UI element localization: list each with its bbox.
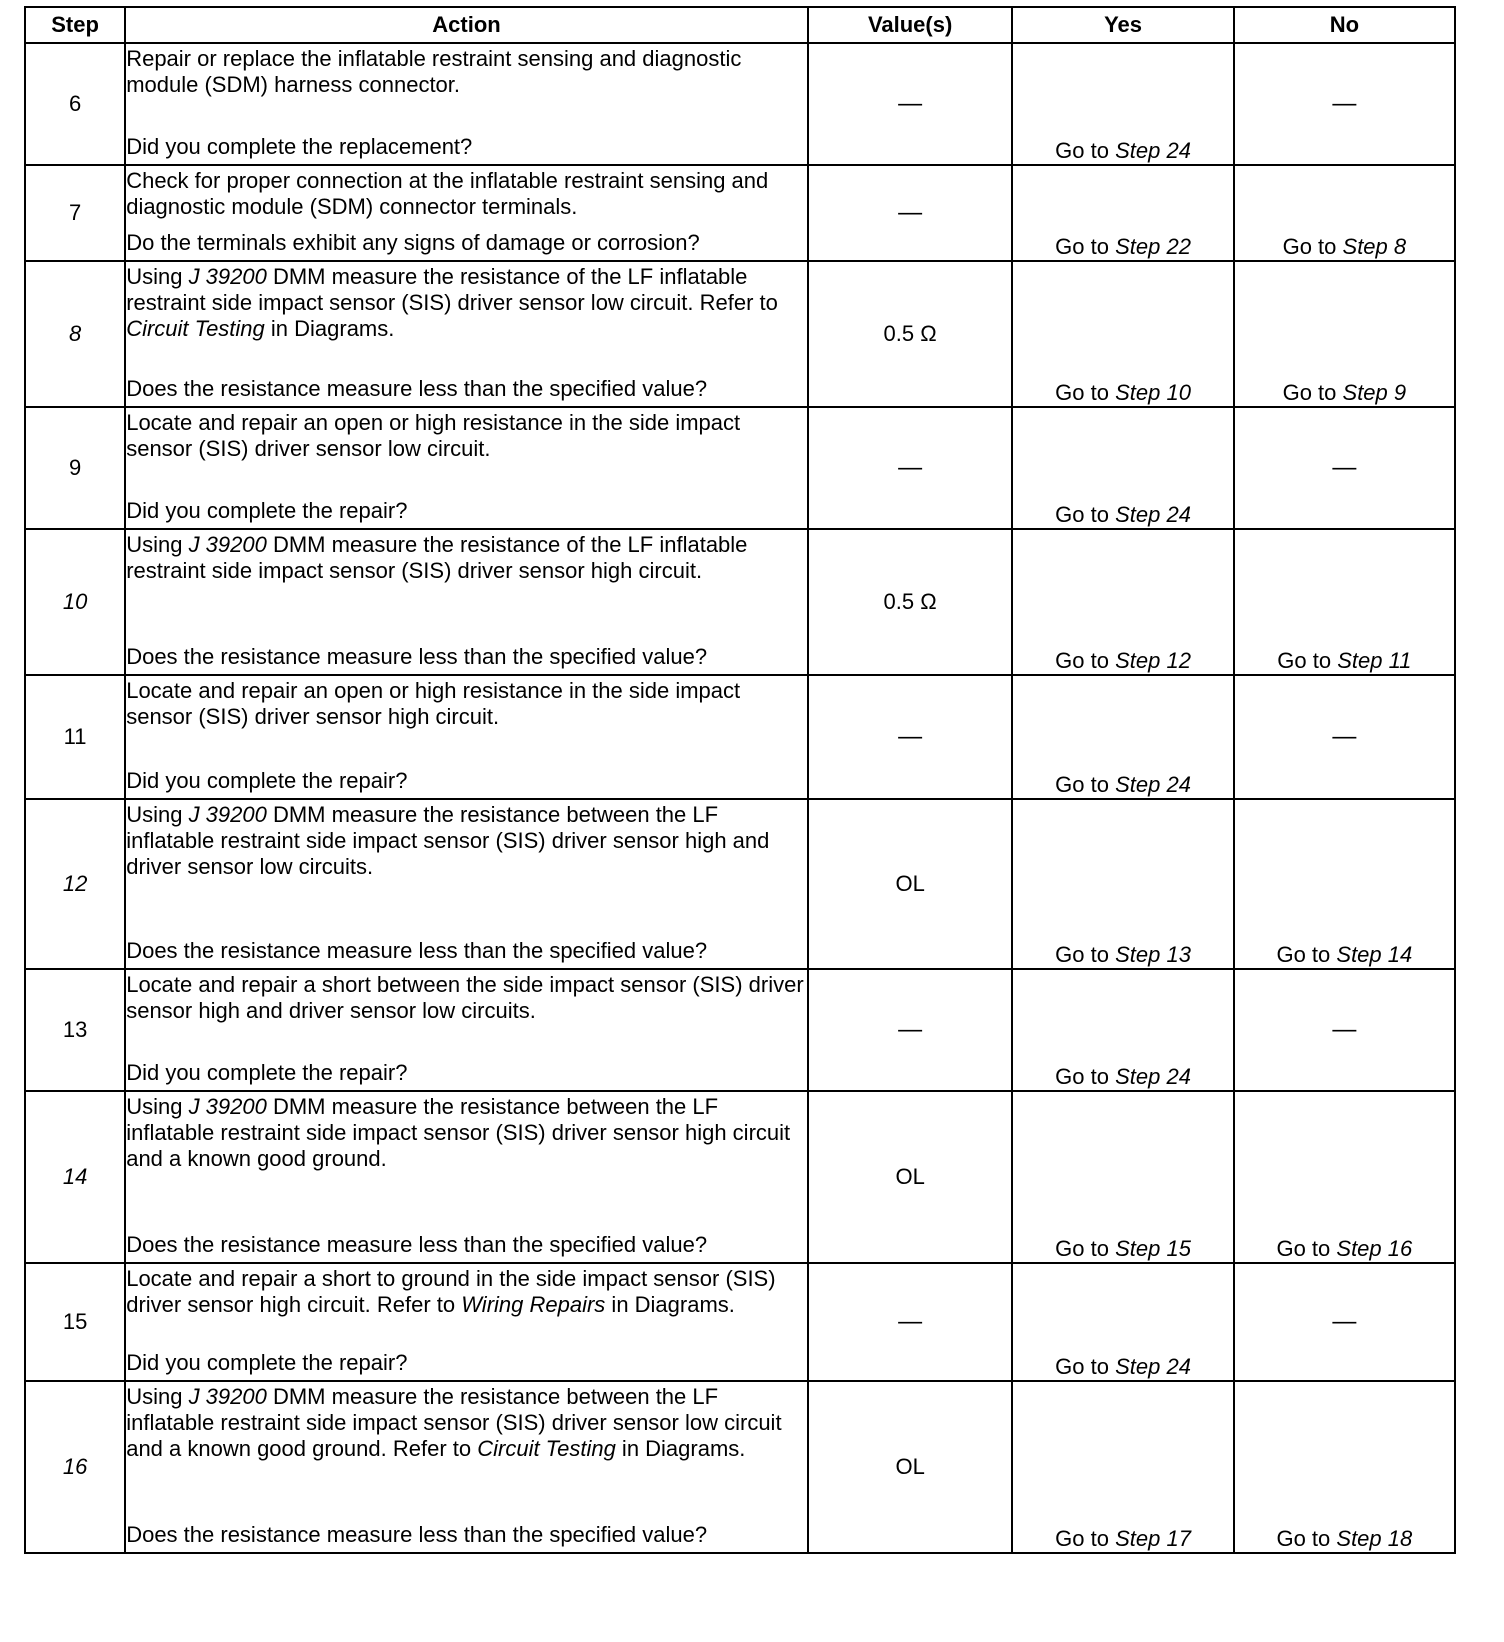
action-cell: [125, 529, 808, 675]
table-row: [25, 1381, 1455, 1553]
action-question: Did you complete the replacement?: [126, 134, 473, 159]
action-text: DMM measure the resistance between the LF inflatable restraint side impact sensor (SIS) driver sensor high circuit and a known good ground.: [126, 1094, 791, 1171]
action-reference: J 39200: [188, 1094, 267, 1119]
header-step: Step: [25, 7, 125, 43]
action-cell: [125, 675, 808, 799]
action-description: [126, 44, 807, 98]
no-goto-text: Go to: [1282, 234, 1337, 259]
action-cell: [125, 799, 808, 969]
action-text: DMM measure the resistance of the LF inflatable restraint side impact sensor (SIS) driver sensor low circuit. Refer to: [126, 264, 778, 315]
action-reference: Circuit Testing: [126, 316, 265, 341]
table-row: [25, 969, 1455, 1091]
table-row: [25, 799, 1455, 969]
action-text: Locate and repair an open or high resistance in the side impact sensor (SIS) driver sensor low circuit.: [126, 410, 741, 461]
action-question: Does the resistance measure less than the specified value?: [126, 376, 708, 401]
yes-cell: [1012, 529, 1233, 675]
step-number: 11: [25, 675, 125, 799]
action-reference: Circuit Testing: [477, 1436, 616, 1461]
no-cell: —: [1234, 1263, 1455, 1381]
action-cell: [125, 969, 808, 1091]
action-description: [126, 1382, 807, 1462]
action-text: Locate and repair a short between the side impact sensor (SIS) driver sensor high and driver sensor low circuits.: [126, 972, 804, 1023]
yes-goto-text: Go to: [1055, 1064, 1109, 1089]
action-cell: [125, 43, 808, 165]
action-text: Repair or replace the inflatable restraint sensing and diagnostic module (SDM) harness connector.: [126, 46, 742, 97]
action-content: [126, 44, 807, 162]
no-cell: —: [1234, 969, 1455, 1091]
action-text: Using: [126, 1094, 189, 1119]
yes-cell: [1012, 1381, 1233, 1553]
action-reference: Wiring Repairs: [461, 1292, 606, 1317]
table-row: [25, 407, 1455, 529]
header-yes: Yes: [1012, 7, 1233, 43]
header-no: No: [1234, 7, 1455, 43]
action-description: [126, 1264, 807, 1318]
action-description: [126, 262, 807, 342]
action-question: Does the resistance measure less than the specified value?: [126, 1522, 708, 1547]
action-question: Did you complete the repair?: [126, 498, 408, 523]
value-cell: OL: [808, 799, 1013, 969]
yes-goto-step: Step 24: [1115, 502, 1191, 527]
yes-cell: [1012, 407, 1233, 529]
action-text: Locate and repair an open or high resistance in the side impact sensor (SIS) driver sensor high circuit.: [126, 678, 741, 729]
action-cell: [125, 1263, 808, 1381]
step-number: 12: [25, 799, 125, 969]
action-text: DMM measure the resistance of the LF inflatable restraint side impact sensor (SIS) driver sensor high circuit.: [126, 532, 748, 583]
action-description: [126, 800, 807, 880]
yes-goto-step: Step 22: [1115, 234, 1191, 259]
table-body: [25, 43, 1455, 1553]
no-cell: [1234, 261, 1455, 407]
no-goto-text: Go to: [1277, 648, 1332, 673]
yes-goto-text: Go to: [1055, 234, 1109, 259]
value-cell: —: [808, 407, 1013, 529]
yes-cell: [1012, 1263, 1233, 1381]
no-goto-text: Go to: [1276, 1236, 1331, 1261]
table-row: [25, 43, 1455, 165]
action-reference: J 39200: [188, 802, 267, 827]
step-number: 14: [25, 1091, 125, 1263]
header-row: [25, 7, 1455, 43]
yes-goto-text: Go to: [1055, 772, 1109, 797]
action-description: [126, 1092, 807, 1172]
action-text: DMM measure the resistance between the LF inflatable restraint side impact sensor (SIS) driver sensor low circuit and a known good ground. Refer to: [126, 1384, 782, 1461]
no-goto-step: Step 16: [1336, 1236, 1413, 1261]
action-text: Using: [126, 1384, 189, 1409]
step-number: 8: [25, 261, 125, 407]
no-cell: [1234, 1381, 1455, 1553]
table-row: [25, 165, 1455, 261]
no-cell: —: [1234, 675, 1455, 799]
yes-goto-text: Go to: [1055, 1354, 1109, 1379]
action-question: Did you complete the repair?: [126, 1060, 408, 1085]
table-row: [25, 529, 1455, 675]
yes-goto-step: Step 17: [1115, 1526, 1191, 1551]
no-cell: [1234, 1091, 1455, 1263]
no-goto-text: Go to: [1282, 380, 1337, 405]
yes-goto-step: Step 24: [1115, 1354, 1191, 1379]
table-row: [25, 261, 1455, 407]
yes-goto-text: Go to: [1055, 648, 1109, 673]
no-cell: —: [1234, 43, 1455, 165]
action-cell: [125, 1091, 808, 1263]
yes-cell: [1012, 675, 1233, 799]
action-text: Using: [126, 802, 189, 827]
action-description: [126, 676, 807, 730]
action-question: Did you complete the repair?: [126, 768, 408, 793]
yes-goto-text: Go to: [1055, 502, 1109, 527]
no-goto-step: Step 8: [1342, 234, 1407, 259]
yes-goto-step: Step 12: [1115, 648, 1191, 673]
action-text: in Diagrams.: [615, 1436, 746, 1461]
value-cell: —: [808, 165, 1013, 261]
action-content: [126, 1092, 807, 1260]
action-cell: [125, 407, 808, 529]
header-values: Value(s): [808, 7, 1013, 43]
no-goto-step: Step 9: [1342, 380, 1407, 405]
yes-cell: [1012, 165, 1233, 261]
yes-goto-text: Go to: [1055, 1236, 1109, 1261]
action-text: in Diagrams.: [264, 316, 395, 341]
action-content: [126, 408, 807, 526]
no-cell: —: [1234, 407, 1455, 529]
value-cell: —: [808, 1263, 1013, 1381]
action-text: Using: [126, 264, 189, 289]
action-cell: [125, 165, 808, 261]
header-action: Action: [125, 7, 808, 43]
action-text: Using: [126, 532, 189, 557]
yes-goto-text: Go to: [1055, 1526, 1109, 1551]
yes-cell: [1012, 1091, 1233, 1263]
action-content: [126, 1382, 807, 1550]
step-number: 7: [25, 165, 125, 261]
no-goto-text: Go to: [1276, 1526, 1331, 1551]
value-cell: 0.5 Ω: [808, 529, 1013, 675]
action-text: Locate and repair a short to ground in the side impact sensor (SIS) driver sensor high circuit. Refer to: [126, 1266, 776, 1317]
step-number: 13: [25, 969, 125, 1091]
action-cell: [125, 261, 808, 407]
table-row: [25, 1091, 1455, 1263]
yes-goto-step: Step 13: [1115, 942, 1191, 967]
action-content: [126, 1264, 807, 1378]
no-cell: [1234, 529, 1455, 675]
action-question: Does the resistance measure less than the specified value?: [126, 644, 708, 669]
yes-cell: [1012, 969, 1233, 1091]
value-cell: —: [808, 43, 1013, 165]
action-question: Does the resistance measure less than the specified value?: [126, 1232, 708, 1257]
yes-goto-step: Step 10: [1115, 380, 1191, 405]
action-content: [126, 676, 807, 796]
action-reference: J 39200: [188, 532, 267, 557]
action-text: DMM measure the resistance between the LF inflatable restraint side impact sensor (SIS) driver sensor high and driver sensor low circuits.: [126, 802, 770, 879]
yes-cell: [1012, 43, 1233, 165]
yes-goto-step: Step 24: [1115, 772, 1191, 797]
table-row: [25, 1263, 1455, 1381]
step-number: 10: [25, 529, 125, 675]
action-cell: [125, 1381, 808, 1553]
diagnostic-table: [24, 6, 1456, 1554]
value-cell: 0.5 Ω: [808, 261, 1013, 407]
action-question: Did you complete the repair?: [126, 1350, 408, 1375]
yes-goto-text: Go to: [1055, 942, 1109, 967]
yes-goto-step: Step 24: [1115, 138, 1191, 163]
action-reference: J 39200: [188, 1384, 267, 1409]
action-description: [126, 166, 807, 220]
action-question: Do the terminals exhibit any signs of damage or corrosion?: [126, 230, 700, 255]
action-content: [126, 800, 807, 966]
value-cell: —: [808, 675, 1013, 799]
step-number: 15: [25, 1263, 125, 1381]
step-number: 16: [25, 1381, 125, 1553]
yes-goto-text: Go to: [1055, 380, 1109, 405]
action-content: [126, 262, 807, 404]
no-goto-step: Step 18: [1336, 1526, 1413, 1551]
action-reference: J 39200: [188, 264, 267, 289]
yes-goto-step: Step 15: [1115, 1236, 1191, 1261]
value-cell: OL: [808, 1091, 1013, 1263]
yes-goto-text: Go to: [1055, 138, 1109, 163]
table-row: [25, 675, 1455, 799]
no-cell: [1234, 165, 1455, 261]
action-text: Check for proper connection at the inflatable restraint sensing and diagnostic module (SDM) connector terminals.: [126, 168, 769, 219]
no-goto-text: Go to: [1276, 942, 1331, 967]
action-description: [126, 408, 807, 462]
action-description: [126, 530, 807, 584]
step-number: 9: [25, 407, 125, 529]
action-description: [126, 970, 807, 1024]
no-goto-step: Step 11: [1337, 648, 1412, 673]
action-content: [126, 530, 807, 672]
action-content: [126, 166, 807, 258]
step-number: 6: [25, 43, 125, 165]
value-cell: OL: [808, 1381, 1013, 1553]
yes-cell: [1012, 799, 1233, 969]
yes-cell: [1012, 261, 1233, 407]
value-cell: —: [808, 969, 1013, 1091]
no-cell: [1234, 799, 1455, 969]
action-text: in Diagrams.: [605, 1292, 735, 1317]
action-content: [126, 970, 807, 1088]
action-question: Does the resistance measure less than the specified value?: [126, 938, 708, 963]
yes-goto-step: Step 24: [1115, 1064, 1191, 1089]
no-goto-step: Step 14: [1336, 942, 1413, 967]
